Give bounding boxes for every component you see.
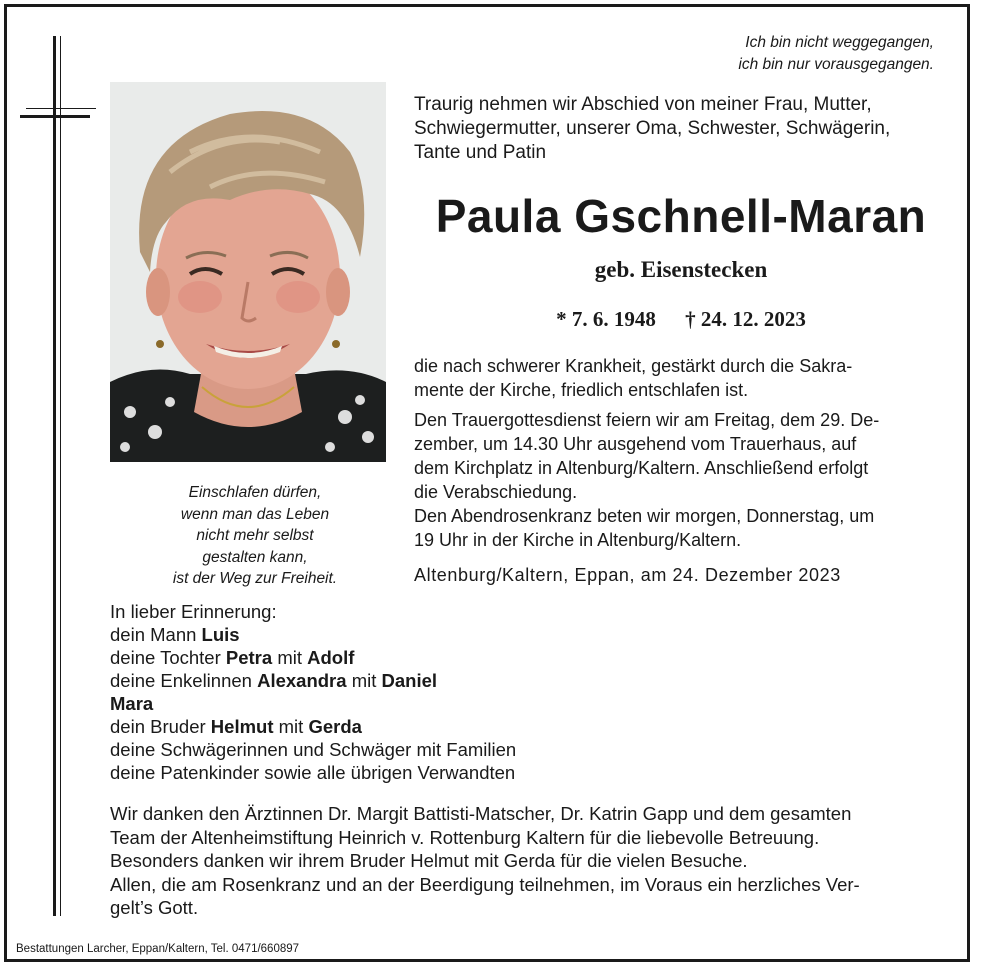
relation-label: deine Enkelinnen	[110, 670, 252, 691]
relative-name: Luis	[201, 624, 240, 645]
rosary-line: 19 Uhr in der Kirche in Altenburg/Kaltern.	[414, 530, 742, 550]
memory-godchildren: deine Patenkinder sowie alle übrigen Verwandten	[110, 762, 516, 783]
with-label: mit	[351, 670, 377, 691]
announcement-line: mente der Kirche, friedlich entschlafen ist.	[414, 380, 749, 400]
top-motto	[738, 32, 934, 76]
rosary-line: Den Abendrosenkranz beten wir morgen, Donnerstag, um	[414, 506, 875, 526]
memory-daughter	[110, 646, 516, 669]
thanks-line: Allen, die am Rosenkranz und an der Beerdigung teilnehmen, im Voraus ein herzliches Ver-	[110, 873, 860, 895]
with-label: mit	[277, 647, 302, 668]
with-label: mit	[278, 716, 304, 737]
poem-line-4: gestalten kann,	[202, 548, 308, 566]
relation-label: dein Bruder	[110, 716, 206, 737]
thanks-line: Besonders danken wir ihrem Bruder Helmut mit Gerda für die vielen Besuche.	[110, 850, 748, 871]
birth-name: geb. Eisenstecken	[594, 257, 768, 282]
announcement-line: die nach schwerer Krankheit, gestärkt durch die Sakra-	[414, 356, 853, 376]
life-dates	[414, 305, 948, 333]
portrait-photo-icon	[110, 82, 386, 462]
intro-line-3: Tante und Patin	[414, 142, 547, 163]
service-line: Den Trauergottesdienst feiern wir am Freitag, dem 29. De-	[414, 410, 880, 430]
service-line: dem Kirchplatz in Altenburg/Kaltern. Anschließend erfolgt	[414, 458, 869, 478]
poem	[110, 482, 400, 590]
birth-date: * 7. 6. 1948	[556, 307, 656, 331]
memory-list	[110, 600, 516, 784]
poem-line-2: wenn man das Leben	[180, 505, 330, 523]
intro-line-2: Schwiegermutter, unserer Oma, Schwester, Schwägerin,	[414, 118, 891, 139]
thanks-text	[110, 802, 946, 920]
memory-granddaughter-2	[110, 692, 516, 715]
thanks-line: Team der Altenheimstiftung Heinrich v. Rottenburg Kaltern für die liebevolle Betreuung.	[110, 826, 820, 848]
memory-granddaughters	[110, 669, 516, 692]
poem-line-1: Einschlafen dürfen,	[188, 484, 322, 501]
relative-name: Mara	[110, 693, 154, 714]
service-line: die Verabschiedung.	[414, 482, 578, 502]
memory-inlaws: deine Schwägerinnen und Schwäger mit Familien	[110, 739, 517, 760]
intro-text	[414, 93, 948, 165]
intro-line-1: Traurig nehmen wir Abschied von meiner Frau, Mutter,	[414, 94, 872, 115]
memory-husband	[110, 623, 516, 646]
thanks-line: Wir danken den Ärztinnen Dr. Margit Battisti-Matscher, Dr. Katrin Gapp und dem gesamten	[110, 803, 852, 824]
poem-line-3: nicht mehr selbst	[196, 527, 314, 544]
death-date: † 24. 12. 2023	[685, 307, 806, 331]
relative-name: Gerda	[308, 716, 362, 737]
relative-name: Adolf	[307, 647, 355, 668]
announcement-text	[414, 354, 948, 552]
thanks-line: gelt’s Gott.	[110, 897, 199, 918]
place-date: Altenburg/Kaltern, Eppan, am 24. Dezember 2023	[414, 565, 841, 585]
relative-name: Daniel	[381, 670, 438, 691]
relation-label: dein Mann	[110, 624, 197, 645]
motto-line-1: Ich bin nicht weggegangen,	[745, 34, 934, 51]
memory-brother	[110, 715, 516, 738]
memory-heading: In lieber Erinnerung:	[110, 601, 277, 622]
motto-line-2: ich bin nur vorausgegangen.	[738, 56, 934, 73]
relative-name: Petra	[225, 647, 273, 668]
relation-label: deine Tochter	[110, 647, 221, 668]
service-line: zember, um 14.30 Uhr ausgehend vom Trauerhaus, auf	[414, 434, 857, 454]
poem-line-5: ist der Weg zur Freiheit.	[172, 570, 338, 587]
deceased-name: Paula Gschnell-Maran	[435, 190, 927, 242]
undertaker-credit: Bestattungen Larcher, Eppan/Kaltern, Tel. 0471/660897	[16, 943, 300, 955]
relative-name: Helmut	[210, 716, 274, 737]
relative-name: Alexandra	[257, 670, 347, 691]
